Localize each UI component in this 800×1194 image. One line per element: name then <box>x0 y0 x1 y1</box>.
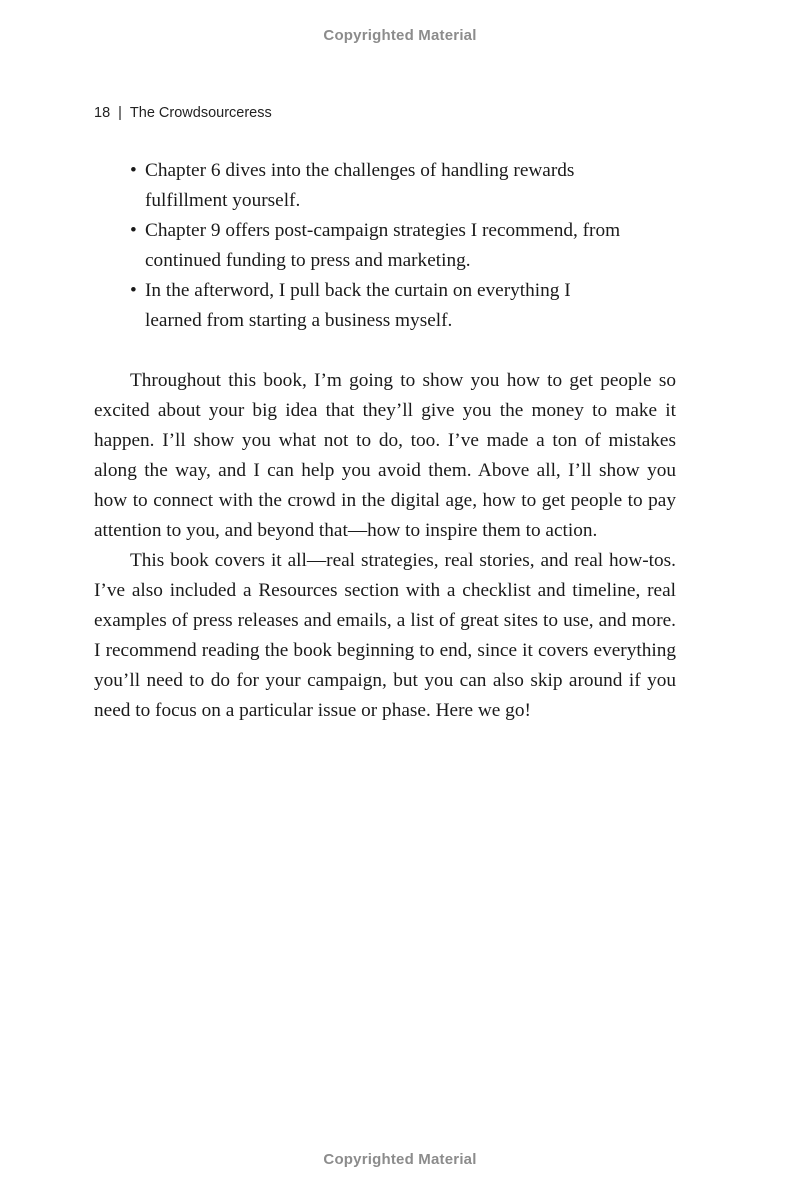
running-header <box>94 105 272 121</box>
bullet-text: Chapter 9 offers post-campaign strategies I recommend, from continued funding to press and marketing. <box>145 220 621 271</box>
copyright-watermark-bottom: Copyrighted Material <box>323 1151 477 1168</box>
book-title: The Crowdsourceress <box>129 105 272 121</box>
bullet-mark: • <box>130 220 137 241</box>
bullet-mark: • <box>130 280 137 301</box>
paragraph: Throughout this book, I’m going to show you how to get people so excited about your big idea that they’ll give you the money to make it happen. I’ll show you what not to do, too. I’ve made a ton of mistakes along the way, and I can help you avoid them. Above all, I’ll show you how to connect with the crowd in the digital age, how to get people to pay attention to you, and beyond that—how to inspire them to action. <box>94 370 676 541</box>
body-text <box>94 366 676 726</box>
header-separator: | <box>118 105 122 121</box>
bullet-text: Chapter 6 dives into the challenges of handling rewards fulfillment yourself. <box>145 160 575 211</box>
paragraph: This book covers it all—real strategies, real stories, and real how-tos. I’ve also included a Resources section with a checklist and timeline, real examples of press releases and emails, a list of great sites to use, and more. I recommend reading the book beginning to end, since it covers everything you’ll need to do for your campaign, but you can also skip around if you need to focus on a particular issue or phase. Here we go! <box>94 550 676 721</box>
page-number: 18 <box>94 105 111 121</box>
bullet-mark: • <box>130 160 137 181</box>
bullet-text: In the afterword, I pull back the curtain on everything I learned from starting a business myself. <box>145 280 571 331</box>
copyright-watermark-top: Copyrighted Material <box>323 27 477 44</box>
bullet-item <box>130 156 630 216</box>
bullet-item <box>130 276 630 336</box>
bullet-item <box>130 216 630 276</box>
chapter-bullet-list <box>130 156 630 336</box>
